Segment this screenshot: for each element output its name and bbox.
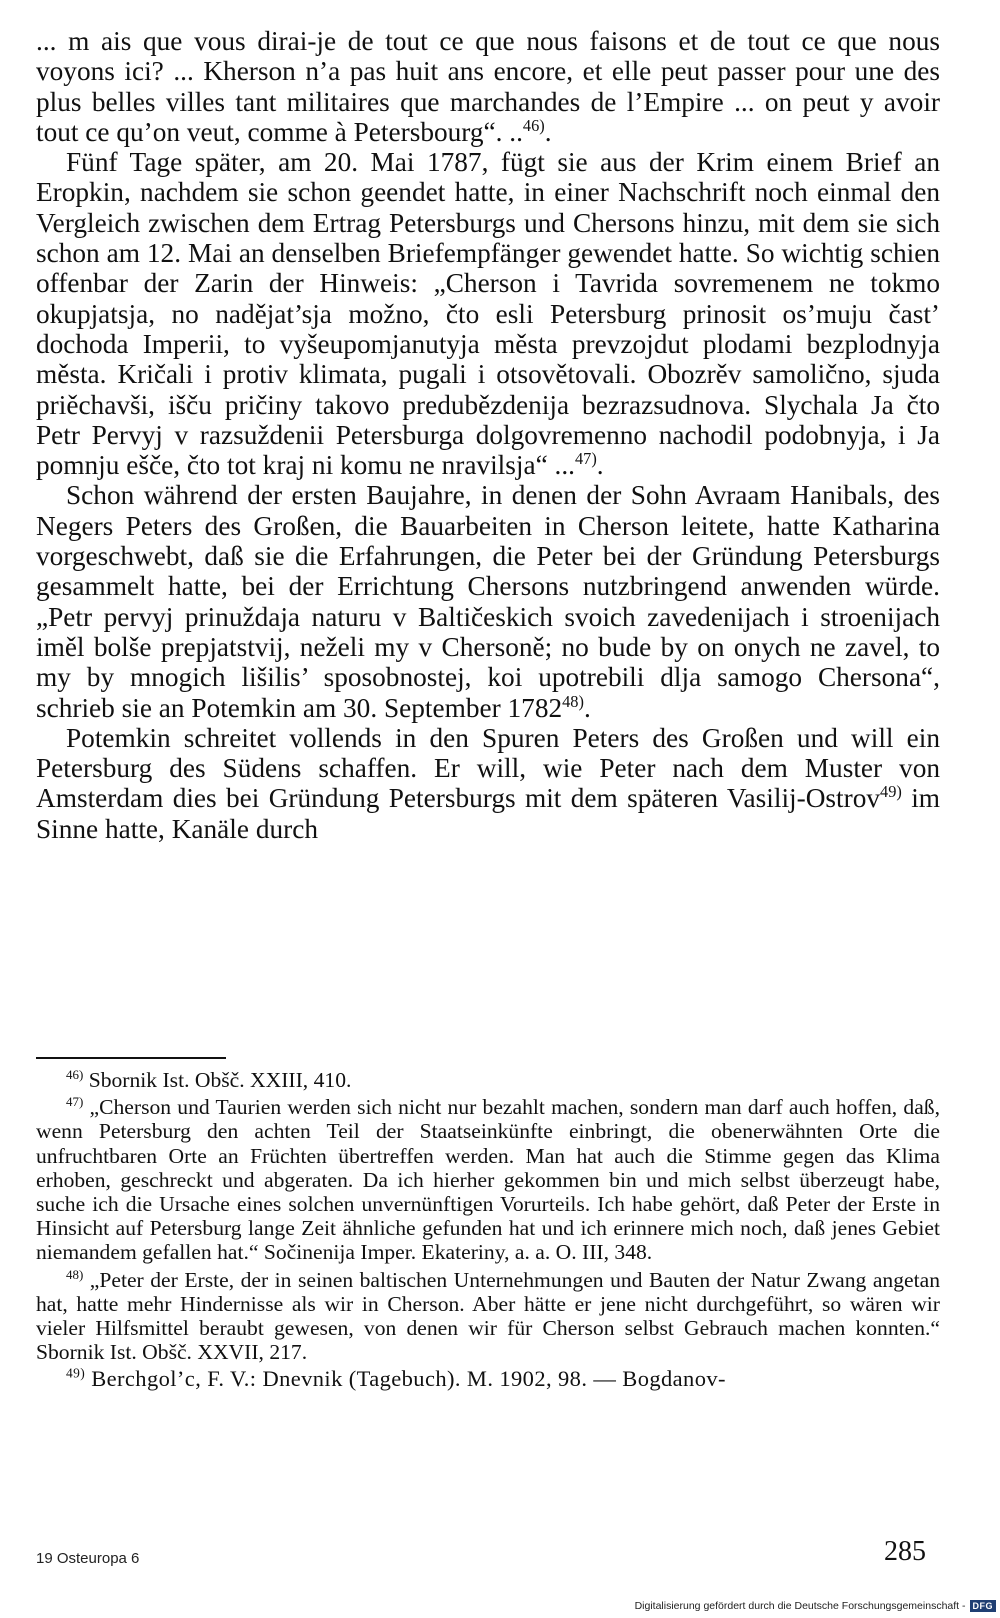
paragraph-3-text: Schon während der ersten Baujahre, in denen der Sohn Avraam Hanibals, des Negers Peters des Großen, die Bauarbeiten in Cherson leitete, hatte Katharina vorgeschwebt, daß sie die Erfahrungen, die Peter bei der Gründung Petersburgs gesammelt hatte, bei der Errichtung Chersons nutzbringend anwenden würde. „Petr pervyj prinuždaja naturu v Baltičeskich svoich zavedenijach i stroenijach iměl bolše prepjatstvij, neželi my v Chersoně; no bude by on onych ne zavel, to my by mnogich lišilis’ sposobnostej, koi upotrebili dlja samogo Chersona“, schrieb sie an Potemkin am 30. September 1782 (36, 480, 940, 723)
footnote-ref-47: 47) (574, 449, 597, 469)
footnote-text: Sbornik Ist. Obšč. XXIII, 410. (88, 1068, 352, 1092)
main-text (36, 26, 940, 844)
digitization-credit (635, 1600, 996, 1612)
footnote-46 (36, 1068, 940, 1092)
footnote-text: „Peter der Erste, der in seinen baltischen Unternehmungen und Bauten der Natur Zwang angetan hat, hatte mehr Hindernisse als wir in Cherson. Aber hätte er jene nicht durchgeführt, so wären wir vieler Hilfsmittel beraubt gewesen, von denen wir für Cherson selbst Gebrauch machen konnten.“ Sbornik Ist. Obšč. XXVII, 217. (36, 1267, 940, 1365)
paragraph-2-text: Fünf Tage später, am 20. Mai 1787, fügt sie aus der Krim einem Brief an Eropkin, nachdem sie schon geendet hatte, in einer Nachschrift noch einmal den Vergleich zwischen dem Ertrag Petersburgs und Chersons hinzu, mit dem sie sich schon am 12. Mai an denselben Briefempfänger gewendet hatte. So wichtig schien offenbar der Zarin der Hinweis: „Cherson i Tavrida sovremenem ne tokmo okupjatsja, no nadějat’sja možno, čto esli Petersburg prinosit os’muju čast’ dochoda Imperii, to vyšeupomjanutyja města prevzojdut plodami bezplodnyja města. Kričali i protiv klimata, pugali i otsovětovali. Obozrěv samolično, sjuda priěchavši, išču pričiny takovo predubězdenija bezrazsudnova. Slychala Ja čto Petr Pervyj v razsuždenii Petersburga dolgovremenno nachodil podobnyja, i Ja pomnju ešče, čto tot kraj ni komu ne nravilsja“ ... (36, 147, 940, 481)
paragraph-4-tail: im Sinne hatte, Kanäle durch (36, 783, 941, 844)
paragraph-4-text: Potemkin schreitet vollends in den Spuren Peters des Großen und will ein Petersburg des Südens schaffen. Er will, wie Peter nach dem Muster von Amsterdam dies bei Gründung Petersburgs mit dem späteren Vasilij-Ostrov (36, 722, 940, 814)
dfg-logo: DFG (970, 1600, 997, 1612)
paragraph-3 (36, 480, 940, 722)
footnote-divider (36, 1057, 226, 1059)
paragraph-1-tail: . (544, 116, 552, 147)
footnote-mark: 47) (66, 1094, 84, 1110)
footnote-ref-49: 49) (880, 782, 902, 802)
printer-signature: 19 Osteuropa 6 (36, 1550, 140, 1567)
paragraph-1-text: ... m ais que vous dirai-je de tout ce que nous faisons et de tout ce que nous voyons ici? ... Kherson n’a pas huit ans encore, et elle peut passer pour une des plus belles villes tant militaires que marchandes de l’Empire ... on peut y avoir tout ce qu’on veut, comme à Petersbourg“. .. (36, 26, 940, 147)
paragraph-2 (36, 147, 940, 480)
footnote-text: Berchgol’c, F. V.: Dnevnik (Tagebuch). M. 1902, 98. — Bogdanov- (91, 1366, 726, 1392)
footnote-mark: 46) (66, 1066, 84, 1082)
footnote-49 (36, 1367, 940, 1391)
paragraph-1 (36, 26, 940, 147)
paragraph-4 (36, 723, 940, 844)
paragraph-3-tail: . (583, 692, 591, 723)
footnote-mark: 48) (66, 1266, 84, 1282)
footnote-text: „Cherson und Taurien werden sich nicht nur bezahlt machen, sondern man darf auch hoffen, daß, wenn Petersburg den achten Teil der Staatseinkünfte einbringt, die obenerwähnten Orte die unfruchtbaren Orte an Früchten übertreffen werden. Man hat auch die Stimme gegen das Klima erhoben, geschreckt und abgeraten. Da ich hierher gekommen bin und mich selbst überzeugt habe, suche ich die Ursache eines solchen unvernünftigen Vorurteils. Ich habe gehört, daß Peter der Erste in Hinsicht auf Petersburg lange Zeit ähnliche gefunden hat und ich erinnere mich noch, daß jenes Gebiet niemandem gefallen hat.“ Sočinenija Imper. Ekateriny, a. a. O. III, 348. (36, 1095, 940, 1265)
footnote-48 (36, 1268, 940, 1365)
footnote-ref-46: 46) (522, 115, 545, 135)
footnotes (36, 1068, 940, 1392)
footnote-47 (36, 1095, 940, 1264)
footnote-ref-48: 48) (562, 691, 584, 711)
paragraph-2-tail: . (596, 450, 604, 481)
footnote-mark: 49) (66, 1365, 86, 1381)
page-number: 285 (884, 1536, 926, 1567)
credit-text: Digitalisierung gefördert durch die Deutsche Forschungsgemeinschaft - (634, 1600, 966, 1612)
